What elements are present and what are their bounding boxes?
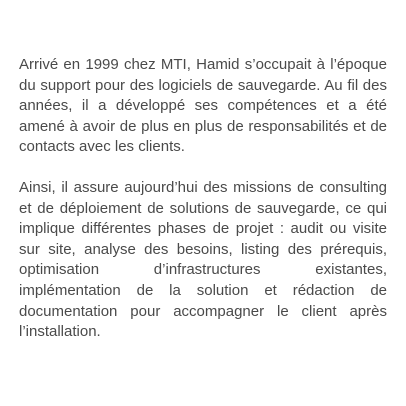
biography-text [19, 55, 387, 343]
paragraph-intro: Arrivé en 1999 chez MTI, Hamid s’occupait à l’époque du support pour des logiciels de sauvegarde. Au fil des années, il a développé ses compétences et a été amené à avoir de plus en plus de responsabilités et de contacts avec les clients. [19, 56, 387, 156]
paragraph-missions: Ainsi, il assure aujourd’hui des missions de consulting et de déploiement de solutions de sauvegarde, ce qui implique différentes phases de projet : audit ou visite sur site, analyse des besoins, listing des prérequis, optimisation d’infrastructures existantes, implémentation de la solution et rédaction de documentation pour accompagner le client après l’installation. [19, 178, 387, 341]
